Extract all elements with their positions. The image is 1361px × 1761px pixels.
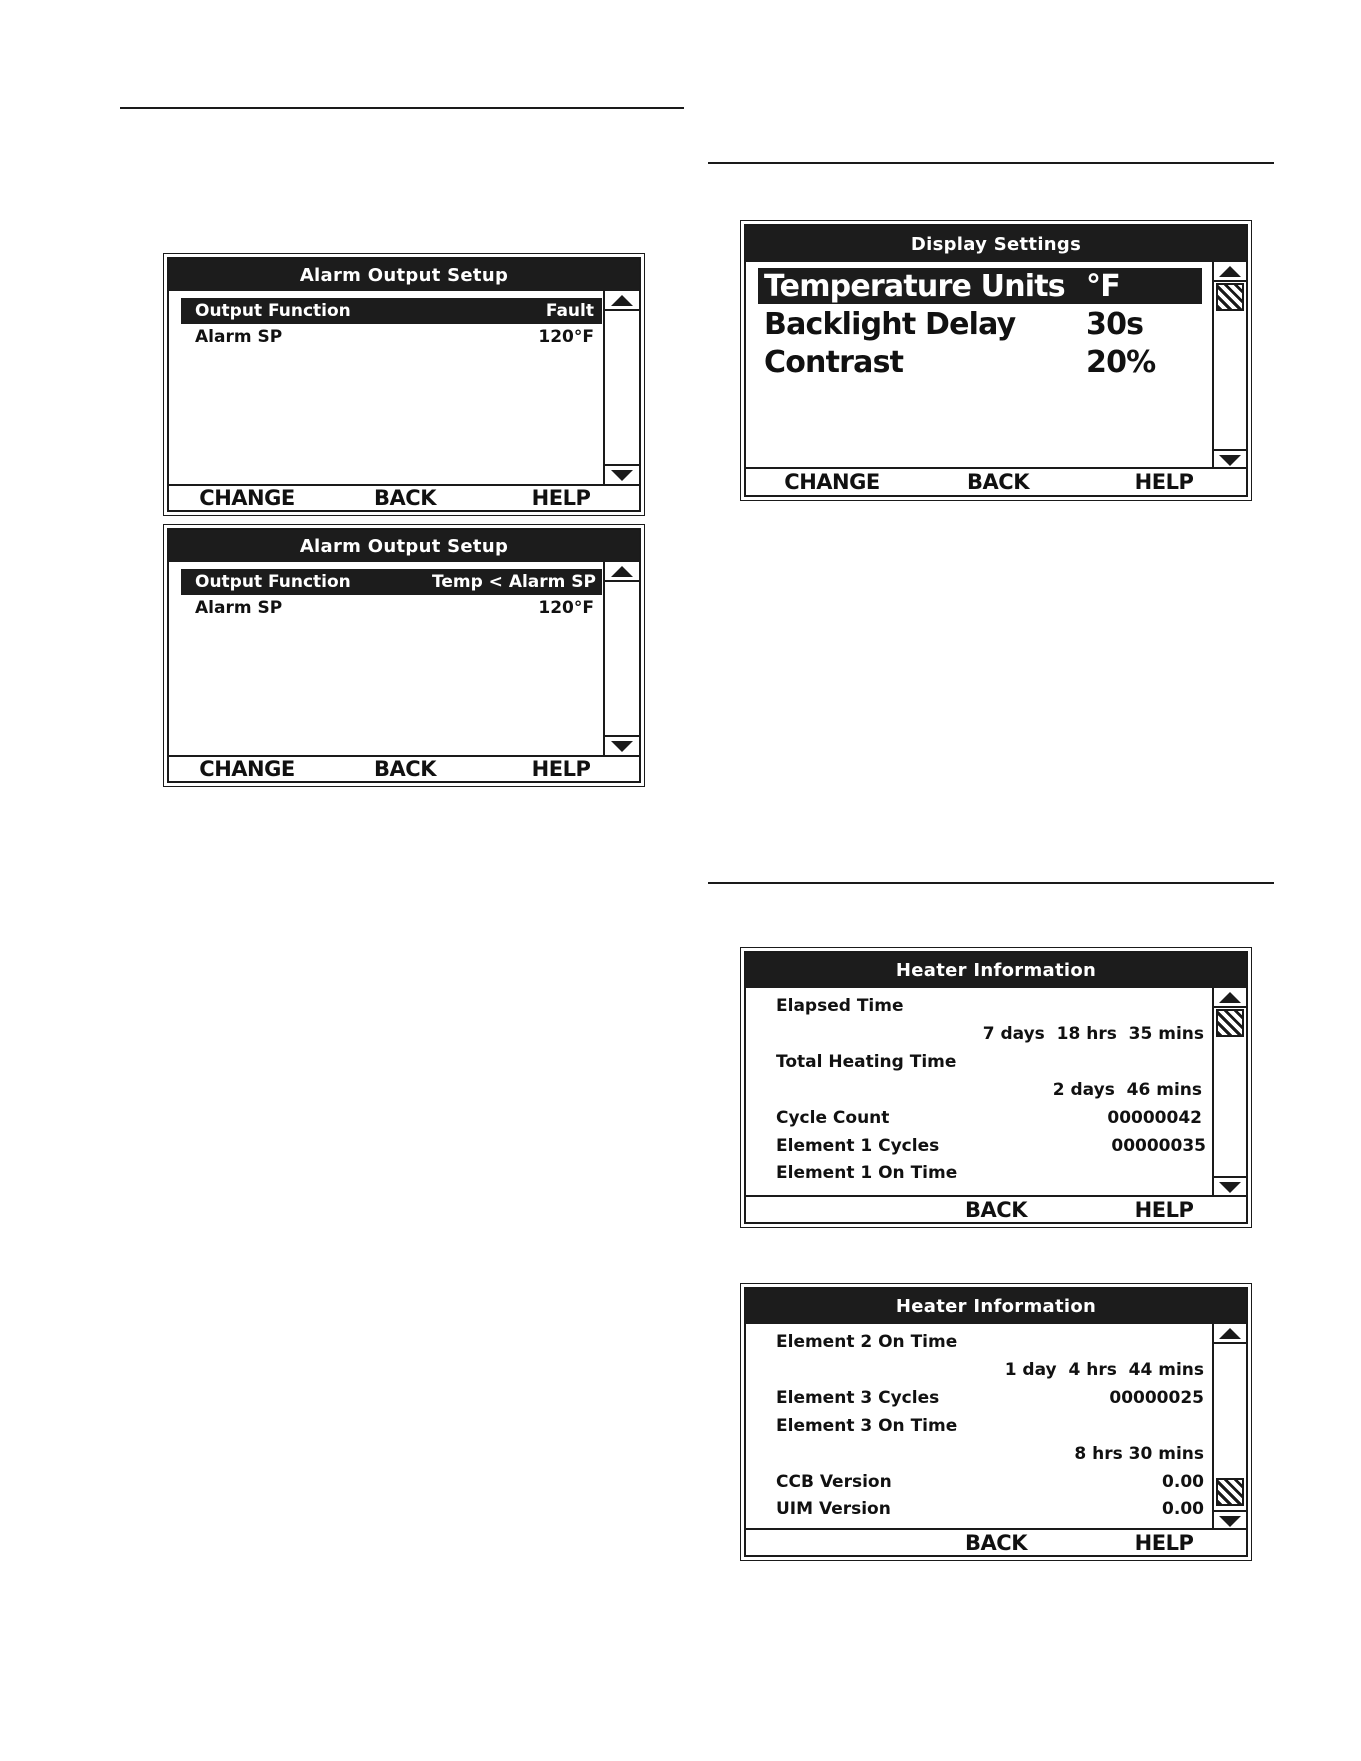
menu-row-alarm-sp[interactable]	[181, 595, 602, 621]
help-button[interactable]: HELP	[1134, 1197, 1194, 1222]
scrollbar[interactable]	[1212, 262, 1246, 469]
row-value: Fault	[545, 301, 594, 321]
scroll-up-arrow-icon[interactable]	[605, 562, 639, 582]
label-total-heating-time: Total Heating Time	[776, 1052, 957, 1072]
change-button[interactable]: CHANGE	[199, 757, 295, 781]
label-element-3-on-time: Element 3 On Time	[776, 1416, 958, 1436]
menu-row-backlight-delay[interactable]	[758, 306, 1202, 342]
menu-row-alarm-sp[interactable]	[181, 324, 602, 350]
scroll-up-arrow-icon[interactable]	[1214, 262, 1246, 282]
heater-information-screen-1	[744, 951, 1248, 1224]
row-cycle-count: Cycle Count 00000042	[776, 1108, 1202, 1128]
alarm-output-setup-screen-2	[167, 528, 641, 783]
menu-row-output-function[interactable]	[181, 298, 602, 324]
help-button[interactable]: HELP	[1134, 1530, 1194, 1555]
screen-title: Display Settings	[746, 226, 1246, 262]
label-element-2-on-time: Element 2 On Time	[776, 1332, 958, 1352]
row-ccb-version: CCB Version 0.00	[776, 1472, 1204, 1492]
back-button[interactable]: BACK	[965, 1530, 1027, 1555]
row-value: Temp < Alarm SP	[431, 572, 596, 592]
menu-row-contrast[interactable]	[758, 344, 1202, 380]
scrollbar[interactable]	[603, 291, 639, 484]
row-value: °F	[1086, 268, 1120, 304]
section-rule-right-middle	[708, 882, 1274, 884]
help-button[interactable]: HELP	[531, 757, 591, 781]
section-rule-left-top	[120, 107, 684, 109]
row-label: Temperature Units	[764, 268, 1065, 304]
row-element-1-cycles: Element 1 Cycles 00000035	[776, 1136, 1206, 1156]
screen-title: Alarm Output Setup	[169, 259, 639, 291]
softkey-bar	[746, 467, 1246, 495]
row-value: 20%	[1086, 344, 1156, 380]
scroll-down-arrow-icon[interactable]	[605, 735, 639, 755]
value-total-heating-time: 2 days 46 mins	[1052, 1080, 1202, 1100]
back-button[interactable]: BACK	[967, 470, 1029, 494]
row-uim-version: UIM Version 0.00	[776, 1499, 1204, 1519]
row-element-3-cycles: Element 3 Cycles 00000025	[776, 1388, 1204, 1408]
scroll-down-arrow-icon[interactable]	[1214, 449, 1246, 469]
scroll-down-arrow-icon[interactable]	[1214, 1510, 1246, 1530]
value-element-2-on-time: 1 day 4 hrs 44 mins	[1004, 1360, 1204, 1380]
row-value: 30s	[1086, 306, 1144, 342]
row-value: 120°F	[538, 598, 594, 618]
softkey-bar	[169, 755, 639, 781]
value-elapsed-time: 7 days 18 hrs 35 mins	[982, 1024, 1204, 1044]
scroll-up-arrow-icon[interactable]	[1214, 988, 1246, 1008]
softkey-bar	[746, 1528, 1246, 1555]
scroll-up-arrow-icon[interactable]	[1214, 1324, 1246, 1344]
screen-title: Heater Information	[746, 953, 1246, 988]
softkey-bar	[746, 1195, 1246, 1222]
back-button[interactable]: BACK	[965, 1197, 1027, 1222]
scrollbar[interactable]	[1212, 988, 1246, 1196]
section-rule-right-top	[708, 162, 1274, 164]
scrollbar[interactable]	[603, 562, 639, 755]
help-button[interactable]: HELP	[531, 486, 591, 510]
scroll-down-arrow-icon[interactable]	[605, 464, 639, 484]
help-button[interactable]: HELP	[1134, 470, 1194, 494]
row-label: Alarm SP	[195, 598, 283, 618]
change-button[interactable]: CHANGE	[784, 470, 880, 494]
back-button[interactable]: BACK	[374, 757, 436, 781]
scroll-up-arrow-icon[interactable]	[605, 291, 639, 311]
screen-title: Alarm Output Setup	[169, 530, 639, 562]
menu-row-output-function[interactable]	[181, 569, 602, 595]
scroll-thumb[interactable]	[1216, 1478, 1244, 1506]
row-label: Output Function	[195, 572, 351, 592]
change-button[interactable]: CHANGE	[199, 486, 295, 510]
row-label: Alarm SP	[195, 327, 283, 347]
screen-title: Heater Information	[746, 1289, 1246, 1324]
scroll-thumb[interactable]	[1216, 283, 1244, 311]
row-label: Contrast	[764, 344, 904, 380]
label-element-1-on-time: Element 1 On Time	[776, 1163, 958, 1183]
label-elapsed-time: Elapsed Time	[776, 996, 904, 1016]
heater-information-screen-2	[744, 1287, 1248, 1557]
softkey-bar	[169, 484, 639, 510]
value-element-3-on-time: 8 hrs 30 mins	[1074, 1444, 1204, 1464]
menu-row-temperature-units[interactable]	[758, 268, 1202, 304]
display-settings-screen	[744, 224, 1248, 497]
scroll-thumb[interactable]	[1216, 1009, 1244, 1037]
alarm-output-setup-screen-1	[167, 257, 641, 512]
back-button[interactable]: BACK	[374, 486, 436, 510]
row-label: Output Function	[195, 301, 351, 321]
scroll-down-arrow-icon[interactable]	[1214, 1176, 1246, 1196]
scrollbar[interactable]	[1212, 1324, 1246, 1530]
row-value: 120°F	[538, 327, 594, 347]
row-label: Backlight Delay	[764, 306, 1016, 342]
